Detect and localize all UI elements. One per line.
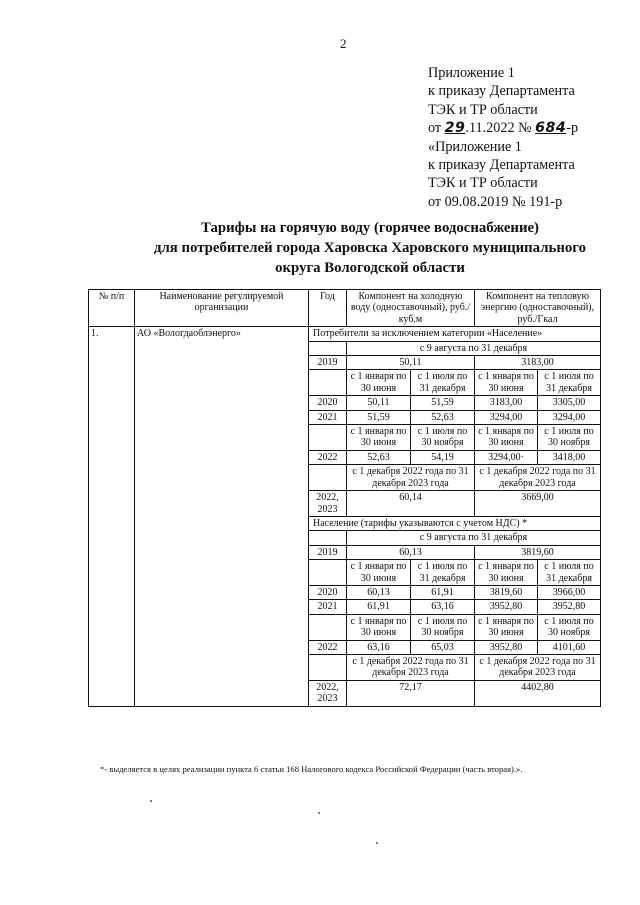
value-cell: 60,14	[347, 491, 475, 517]
value-cell: 3952,80	[475, 640, 538, 654]
value-cell: 3418,00	[538, 450, 601, 464]
period-label: с 1 июля по 31 декабря	[538, 560, 601, 586]
period-label: с 1 июля по 31 декабря	[538, 370, 601, 396]
value-cell: 3819,60	[475, 545, 601, 559]
header-year: Год	[309, 290, 347, 327]
empty-year-cell	[309, 654, 347, 680]
period-label: с 1 января по 30 июня	[475, 614, 538, 640]
scan-speck	[376, 842, 378, 844]
tariff-table	[88, 289, 601, 707]
period-label: с 1 июля по 31 декабря	[411, 560, 475, 586]
period-label: с 1 января по 30 июня	[475, 370, 538, 396]
appendix-date-line	[428, 119, 578, 137]
period-label: с 1 января по 30 июня	[347, 614, 411, 640]
value-cell: 3305,00	[538, 396, 601, 410]
period-label: с 1 декабря 2022 года по 31 декабря 2023 года	[475, 465, 601, 491]
header-cold: Компонент на холодную воду (одноставочный), руб./куб.м	[347, 290, 475, 327]
title-line: для потребителей города Харовска Харовского муниципального	[153, 240, 587, 256]
table-header-row	[89, 290, 601, 327]
value-cell: 65,03	[411, 640, 475, 654]
footnote: *- выделяется в целях реализации пункта 6 статьи 168 Налогового кодекса Российской Федерации (часть вторая).».	[100, 764, 523, 774]
period-label: с 1 января по 30 июня	[347, 370, 411, 396]
value-cell: 3294,00	[538, 410, 601, 424]
empty-year-cell	[309, 341, 347, 355]
value-cell: 60,13	[347, 585, 411, 599]
value-cell: 3294,00·	[475, 450, 538, 464]
organization-name: АО «Вологдаоблэнерго»	[135, 327, 309, 706]
year-cell: 2021	[309, 600, 347, 614]
title-line: округа Вологодской области	[275, 260, 465, 276]
period-label: с 1 декабря 2022 года по 31 декабря 2023 года	[347, 465, 475, 491]
value-cell: 52,63	[347, 450, 411, 464]
period-label: с 1 декабря 2022 года по 31 декабря 2023 года	[347, 654, 475, 680]
value-cell: 3183,00	[475, 356, 601, 370]
appendix-line: ТЭК и ТР области	[428, 175, 538, 192]
title-line: Тарифы на горячую воду (горячее водоснабжение)	[201, 220, 539, 236]
document-title	[120, 218, 620, 278]
order-suffix: -р	[566, 120, 579, 137]
section-heading: Население (тарифы указываются с учетом НДС) *	[309, 516, 601, 530]
value-cell: 4402,80	[475, 680, 601, 706]
value-cell: 72,17	[347, 680, 475, 706]
appendix-line: ТЭК и ТР области	[428, 101, 538, 118]
scan-speck	[150, 800, 152, 802]
value-cell: 3952,80	[538, 600, 601, 614]
year-cell: 2020	[309, 585, 347, 599]
empty-year-cell	[309, 465, 347, 491]
appendix-line: Приложение 1	[428, 65, 515, 81]
empty-year-cell	[309, 614, 347, 640]
year-cell: 2021	[309, 410, 347, 424]
header-heat: Компонент на тепловую энергию (одноставочный), руб./Гкал	[475, 290, 601, 327]
value-cell: 4101,60	[538, 640, 601, 654]
appendix-line: к приказу Департамента	[428, 157, 575, 174]
scan-speck	[318, 812, 320, 814]
row-number: 1.	[89, 327, 135, 706]
value-cell: 3952,80	[475, 600, 538, 614]
period-label: с 1 января по 30 июня	[475, 425, 538, 451]
value-cell: 3183,00	[475, 396, 538, 410]
period-label: с 9 августа по 31 декабря	[347, 341, 601, 355]
empty-year-cell	[309, 560, 347, 586]
handwritten-day: 29	[444, 120, 466, 137]
empty-year-cell	[309, 370, 347, 396]
period-label: с 1 июля по 30 ноября	[538, 425, 601, 451]
value-cell: 60,13	[347, 545, 475, 559]
section-heading: Потребители за исключением категории «Население»	[309, 327, 601, 341]
year-cell: 2019	[309, 545, 347, 559]
year-cell: 2022, 2023	[309, 491, 347, 517]
year-cell: 2022, 2023	[309, 680, 347, 706]
empty-year-cell	[309, 425, 347, 451]
year-cell: 2019	[309, 356, 347, 370]
value-cell: 61,91	[347, 600, 411, 614]
value-cell: 63,16	[347, 640, 411, 654]
period-label: с 1 января по 30 июня	[475, 560, 538, 586]
appendix-header	[428, 64, 578, 211]
period-label: с 1 июля по 30 ноября	[538, 614, 601, 640]
appendix-line: от 09.08.2019 № 191-р	[428, 193, 563, 210]
appendix-line: «Приложение 1	[428, 138, 522, 155]
value-cell: 61,91	[411, 585, 475, 599]
value-cell: 3294,00	[475, 410, 538, 424]
year-cell: 2022	[309, 640, 347, 654]
header-num: № п/п	[89, 290, 135, 327]
value-cell: 51,59	[411, 396, 475, 410]
value-cell: 3819,60	[475, 585, 538, 599]
handwritten-order-number: 684	[535, 120, 567, 137]
year-cell: 2020	[309, 396, 347, 410]
value-cell: 50,11	[347, 396, 411, 410]
value-cell: 51,59	[347, 410, 411, 424]
period-label: с 1 июля по 30 ноября	[411, 614, 475, 640]
period-label: с 1 декабря 2022 года по 31 декабря 2023 года	[475, 654, 601, 680]
value-cell: 54,19	[411, 450, 475, 464]
value-cell: 50,11	[347, 356, 475, 370]
value-cell: 52,63	[411, 410, 475, 424]
period-label: с 1 января по 30 июня	[347, 425, 411, 451]
empty-year-cell	[309, 531, 347, 545]
period-label: с 1 июля по 31 декабря	[411, 370, 475, 396]
period-label: с 9 августа по 31 декабря	[347, 531, 601, 545]
period-label: с 1 января по 30 июня	[347, 560, 411, 586]
date-rest: .11.2022 №	[465, 120, 532, 137]
period-label: с 1 июля по 30 ноября	[411, 425, 475, 451]
header-org: Наименование регулируемой организации	[135, 290, 309, 327]
date-prefix: от	[428, 120, 442, 137]
value-cell: 3966,00	[538, 585, 601, 599]
appendix-line: к приказу Департамента	[428, 83, 575, 100]
page-number: 2	[340, 36, 347, 51]
year-cell: 2022	[309, 450, 347, 464]
table-row	[89, 327, 601, 341]
value-cell: 3669,00	[475, 491, 601, 517]
value-cell: 63,16	[411, 600, 475, 614]
